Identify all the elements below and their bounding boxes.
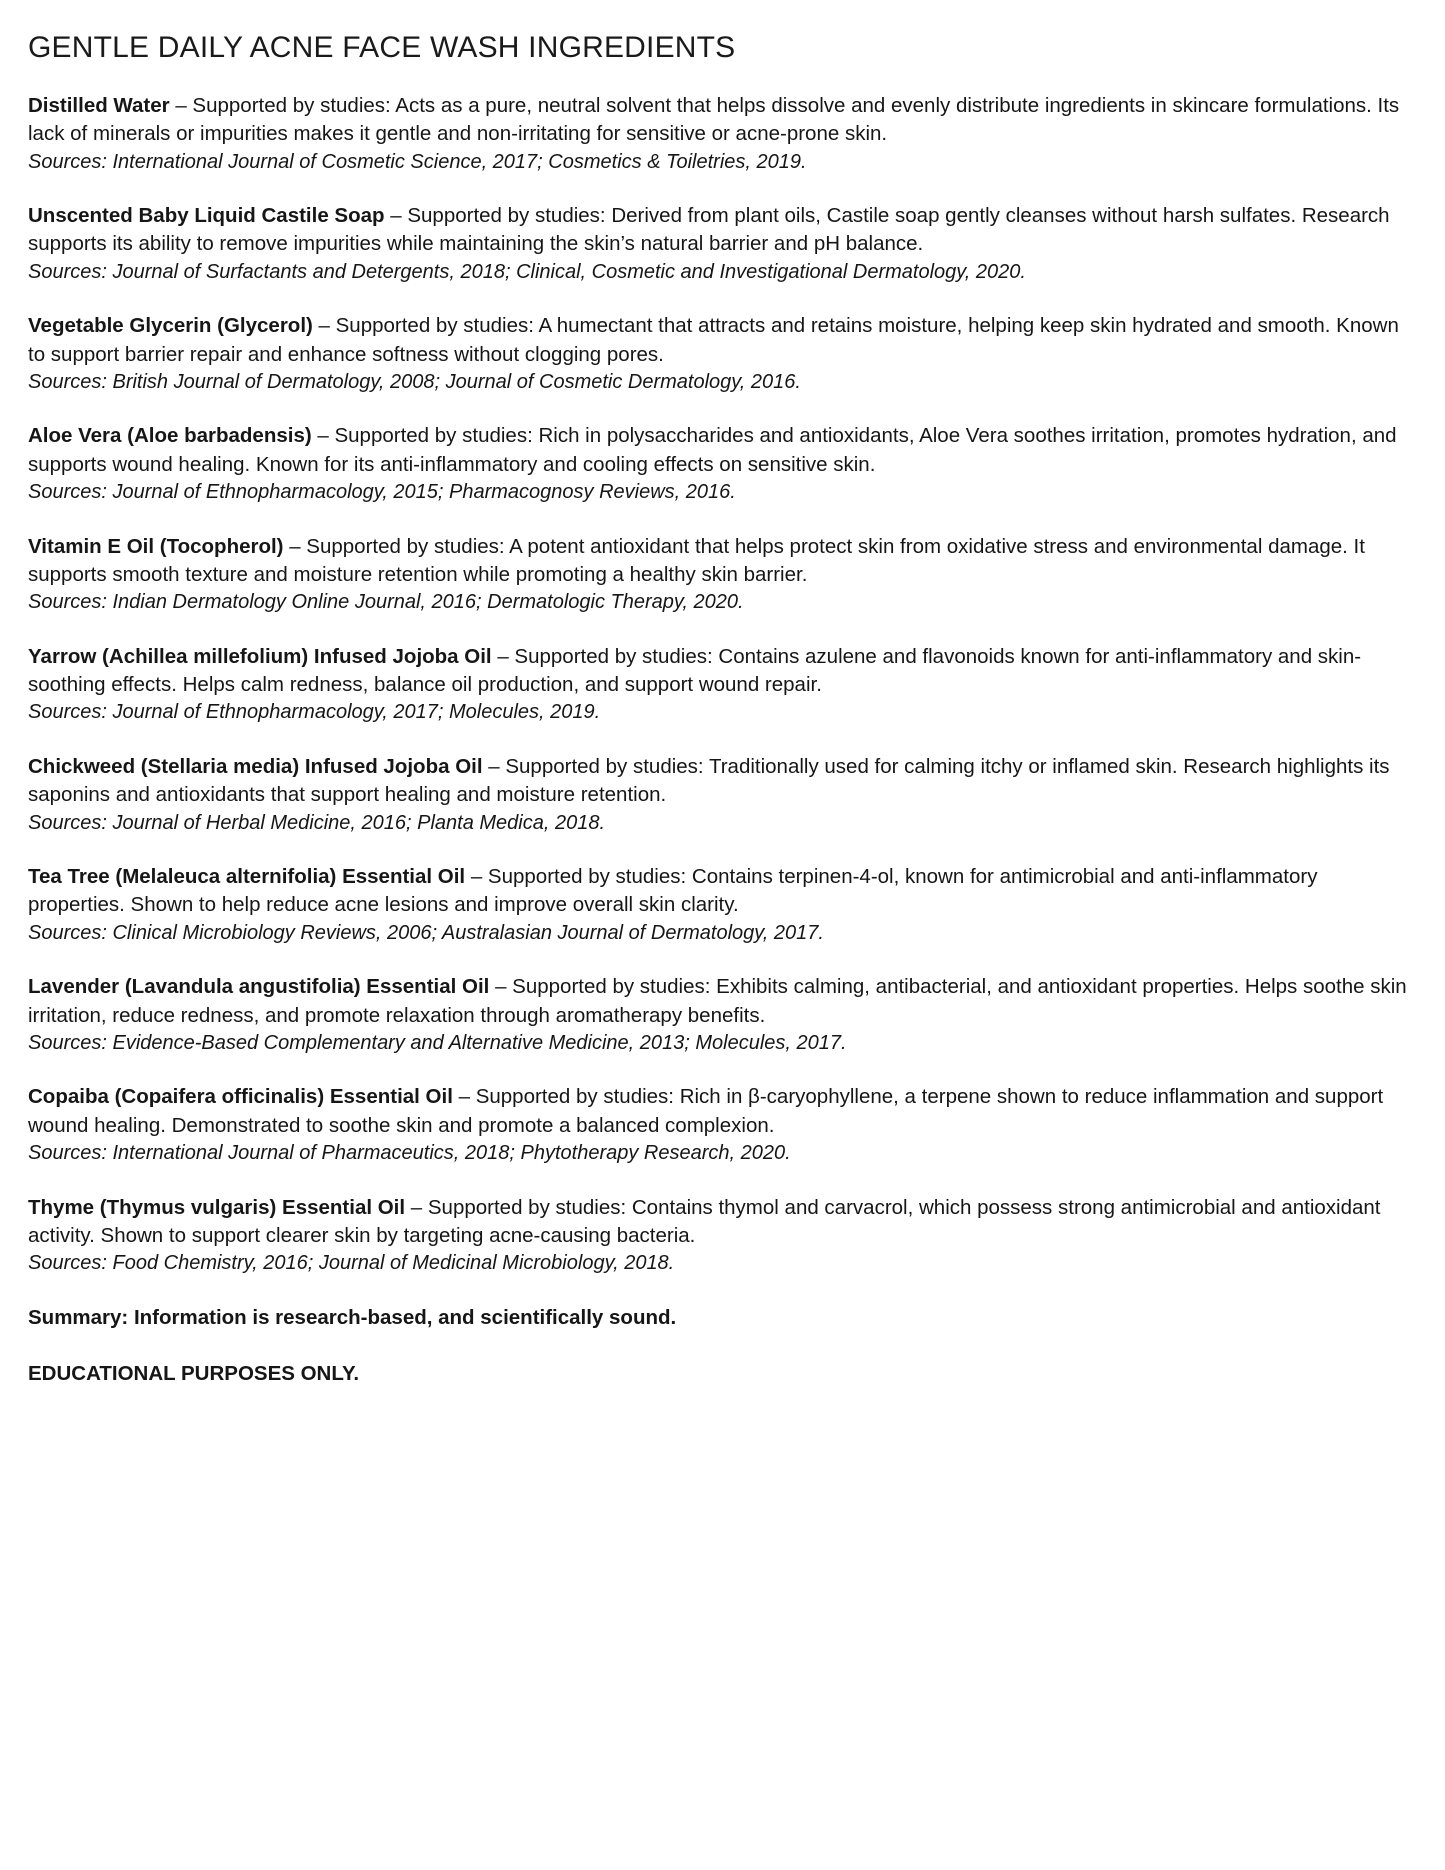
ingredient-entry [28, 973, 1417, 1057]
ingredient-description: – Supported by studies: A potent antioxidant that helps protect skin from oxidative stress and environmental damage. It supports smooth texture and moisture retention while promoting a healthy skin barrier. [28, 534, 1365, 586]
ingredient-entry [28, 533, 1417, 617]
ingredient-entry [28, 312, 1417, 396]
ingredient-sources: Sources: Journal of Herbal Medicine, 2016; Planta Medica, 2018. [28, 811, 606, 834]
ingredient-description: – Supported by studies: A humectant that attracts and retains moisture, helping keep skin hydrated and smooth. Known to support barrier repair and enhance softness without clogging pores. [28, 314, 1399, 366]
ingredient-sources: Sources: Clinical Microbiology Reviews, 2006; Australasian Journal of Dermatology, 2017. [28, 921, 824, 944]
ingredient-paragraph [28, 312, 1417, 369]
ingredient-description: – Supported by studies: Traditionally used for calming itchy or inflamed skin. Research highlights its saponins and antioxidants that support healing and moisture retention. [28, 754, 1390, 807]
ingredient-name: Thyme (Thymus vulgaris) Essential Oil [28, 1195, 406, 1219]
ingredient-name: Vegetable Glycerin (Glycerol) [28, 314, 313, 338]
page-title: GENTLE DAILY ACNE FACE WASH INGREDIENTS [28, 31, 736, 64]
ingredient-entry [28, 422, 1417, 506]
ingredient-paragraph [28, 1194, 1417, 1251]
ingredient-description: – Supported by studies: Derived from plant oils, Castile soap gently cleanses without harsh sulfates. Research supports its ability to remove impurities while maintaining the skin’s natural barrier and pH balance. [28, 204, 1390, 256]
ingredient-name: Yarrow (Achillea millefolium) Infused Jojoba Oil [28, 644, 492, 668]
ingredient-paragraph [28, 422, 1417, 479]
ingredient-entry [28, 753, 1417, 837]
ingredient-sources: Sources: International Journal of Cosmetic Science, 2017; Cosmetics & Toiletries, 2019. [28, 150, 807, 173]
ingredient-paragraph [28, 533, 1417, 590]
ingredient-description: – Supported by studies: Contains thymol and carvacrol, which possess strong antimicrobial and antioxidant activity. Shown to support clearer skin by targeting acne-causing bacteria. [28, 1195, 1381, 1247]
ingredient-name: Copaiba (Copaifera officinalis) Essential Oil [28, 1085, 453, 1109]
ingredient-sources: Sources: British Journal of Dermatology, 2008; Journal of Cosmetic Dermatology, 2016. [28, 370, 801, 393]
ingredient-entry [28, 1194, 1417, 1278]
ingredient-name: Chickweed (Stellaria media) Infused Jojoba Oil [28, 754, 483, 778]
ingredient-entry [28, 1083, 1417, 1167]
ingredient-sources: Sources: Indian Dermatology Online Journal, 2016; Dermatologic Therapy, 2020. [28, 591, 744, 614]
ingredient-sources: Sources: Journal of Ethnopharmacology, 2017; Molecules, 2019. [28, 701, 601, 724]
ingredient-paragraph [28, 863, 1417, 920]
ingredient-description: – Supported by studies: Rich in β-caryophyllene, a terpene shown to reduce inflammation and support wound healing. Demonstrated to soothe skin and promote a balanced complexion. [28, 1085, 1384, 1137]
ingredient-description: – Supported by studies: Exhibits calming, antibacterial, and antioxidant properties. Helps soothe skin irritation, reduce redness, and promote relaxation through aromatherapy benefits. [28, 975, 1407, 1027]
ingredient-description: – Supported by studies: Contains azulene and flavonoids known for anti-inflammatory and skin-soothing effects. Helps calm redness, balance oil production, and support wound repair. [28, 644, 1362, 697]
ingredient-paragraph [28, 1083, 1417, 1140]
ingredient-description: – Supported by studies: Rich in polysaccharides and antioxidants, Aloe Vera soothes irritation, promotes hydration, and supports wound healing. Known for its anti-inflammatory and cooling effects on sensitive skin. [28, 424, 1397, 476]
ingredient-sources: Sources: Journal of Ethnopharmacology, 2015; Pharmacognosy Reviews, 2016. [28, 481, 736, 504]
summary-line: Summary: Information is research-based, and scientifically sound. [28, 1305, 677, 1329]
ingredient-name: Aloe Vera (Aloe barbadensis) [28, 424, 312, 448]
ingredient-sources: Sources: International Journal of Pharmaceutics, 2018; Phytotherapy Research, 2020. [28, 1141, 791, 1164]
ingredient-sources: Sources: Food Chemistry, 2016; Journal of Medicinal Microbiology, 2018. [28, 1252, 675, 1275]
ingredient-name: Tea Tree (Melaleuca alternifolia) Essential Oil [28, 865, 466, 889]
disclaimer-line: EDUCATIONAL PURPOSES ONLY. [28, 1362, 360, 1385]
ingredient-entry [28, 863, 1417, 947]
ingredient-paragraph [28, 753, 1417, 810]
ingredient-sources: Sources: Evidence-Based Complementary and Alternative Medicine, 2013; Molecules, 2017. [28, 1031, 847, 1054]
ingredient-paragraph [28, 973, 1417, 1030]
ingredient-paragraph [28, 92, 1417, 149]
ingredient-entry [28, 643, 1417, 727]
ingredient-entry [28, 202, 1417, 286]
ingredient-name: Vitamin E Oil (Tocopherol) [28, 534, 284, 558]
ingredient-description: – Supported by studies: Contains terpinen-4-ol, known for antimicrobial and anti-inflammatory properties. Shown to help reduce acne lesions and improve overall skin clarity. [28, 865, 1318, 917]
ingredient-name: Distilled Water [28, 94, 170, 117]
ingredient-description: – Supported by studies: Acts as a pure, neutral solvent that helps dissolve and evenly distribute ingredients in skincare formulations. Its lack of minerals or impurities makes it gentle and non-irritating for sensitive or acne-prone skin. [28, 94, 1400, 146]
ingredient-name: Unscented Baby Liquid Castile Soap [28, 204, 385, 228]
ingredient-name: Lavender (Lavandula angustifolia) Essential Oil [28, 975, 490, 999]
ingredient-sources: Sources: Journal of Surfactants and Detergents, 2018; Clinical, Cosmetic and Investigational Dermatology, 2020. [28, 260, 1026, 283]
ingredient-entry [28, 92, 1417, 176]
ingredient-paragraph [28, 202, 1417, 259]
ingredient-paragraph [28, 643, 1417, 700]
